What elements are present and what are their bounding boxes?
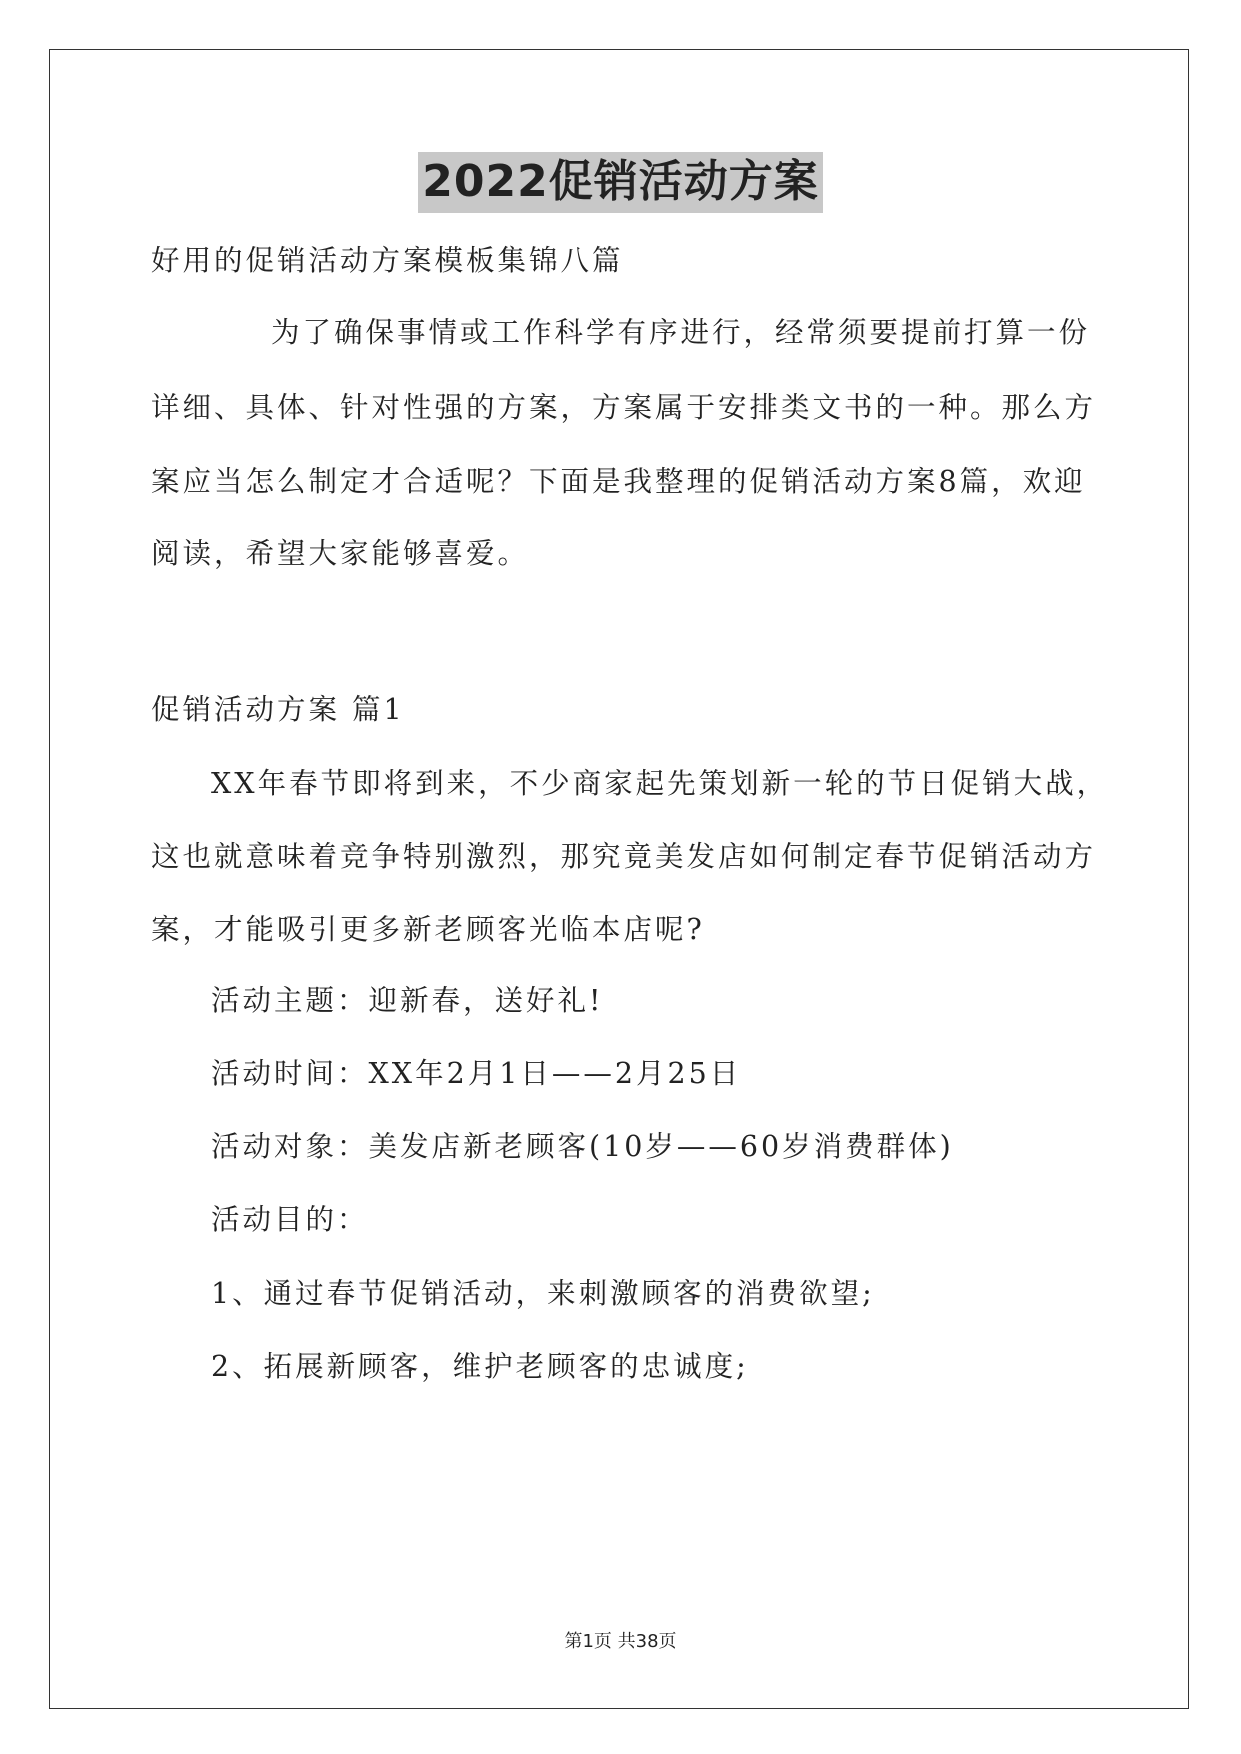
item-goal-2: 2、拓展新顾客，维护老顾客的忠诚度; bbox=[211, 1350, 749, 1383]
section-line-1: XX年春节即将到来，不少商家起先策划新一轮的节日促销大战， bbox=[211, 767, 1109, 800]
item-time: 活动时间：XX年2月1日——2月25日 bbox=[211, 1057, 742, 1090]
section-line-3: 案，才能吸引更多新老顾客光临本店呢? bbox=[151, 913, 705, 946]
intro-line-1: 为了确保事情或工作科学有序进行，经常须要提前打算一份 bbox=[271, 316, 1091, 349]
title-container bbox=[0, 152, 1241, 213]
intro-line-4: 阅读，希望大家能够喜爱。 bbox=[151, 537, 530, 570]
intro-line-3: 案应当怎么制定才合适呢？下面是我整理的促销活动方案8篇，欢迎 bbox=[151, 465, 1086, 498]
intro-line-2: 详细、具体、针对性强的方案，方案属于安排类文书的一种。那么方 bbox=[151, 391, 1097, 424]
page-footer: 第1页 共38页 bbox=[564, 1631, 677, 1652]
item-theme: 活动主题：迎新春，送好礼! bbox=[211, 984, 604, 1017]
item-purpose: 活动目的： bbox=[211, 1203, 369, 1236]
item-goal-1: 1、通过春节促销活动，来刺激顾客的消费欲望; bbox=[211, 1277, 875, 1310]
document-title: 2022促销活动方案 bbox=[418, 152, 822, 213]
item-audience: 活动对象：美发店新老顾客(10岁——60岁消费群体) bbox=[211, 1130, 954, 1163]
page-border bbox=[49, 49, 1189, 1709]
section-heading: 促销活动方案 篇1 bbox=[151, 693, 405, 726]
section-line-2: 这也就意味着竞争特别激烈，那究竟美发店如何制定春节促销活动方 bbox=[151, 840, 1097, 873]
document-subtitle: 好用的促销活动方案模板集锦八篇 bbox=[151, 244, 624, 277]
